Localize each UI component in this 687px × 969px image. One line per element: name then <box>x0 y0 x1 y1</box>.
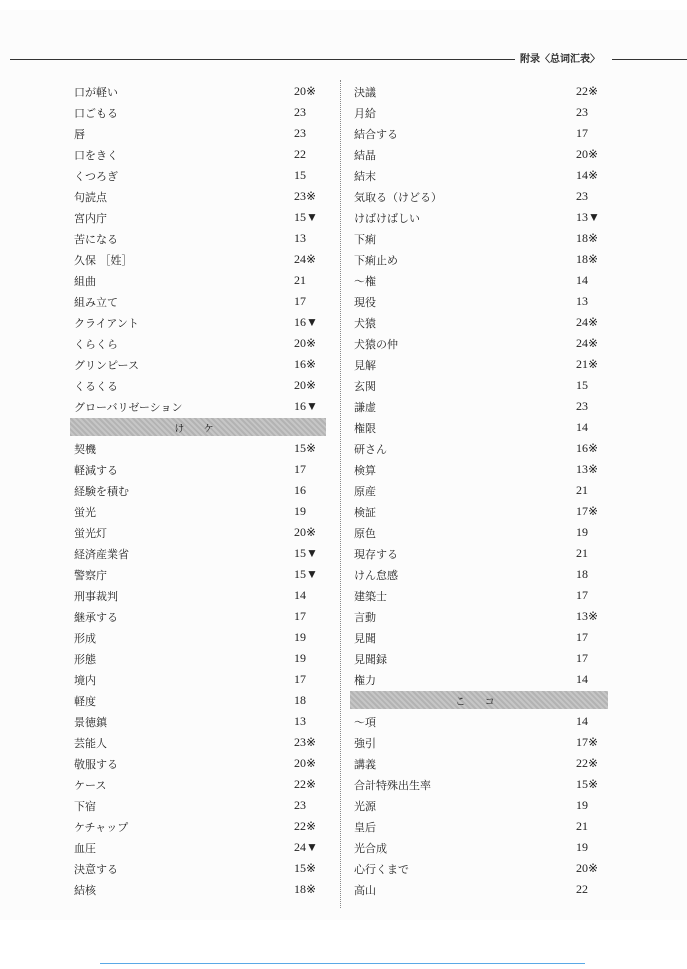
entry-page: 20※ <box>294 84 317 98</box>
entry-page: 17※ <box>576 504 599 518</box>
entry-term: 気取る（けどる） <box>354 190 442 204</box>
entry-term: 組曲 <box>74 274 96 288</box>
left-column <box>74 81 326 900</box>
index-entry <box>74 606 326 627</box>
entry-term: 犬猿 <box>354 316 376 330</box>
index-entry <box>74 375 326 396</box>
entry-term: 蛍光 <box>74 505 96 519</box>
index-entry <box>74 669 326 690</box>
entry-page: 13※ <box>576 609 599 623</box>
entry-page: 14 <box>294 588 306 602</box>
entry-page: 19 <box>576 840 588 854</box>
index-entry <box>74 270 326 291</box>
entry-term: 結末 <box>354 169 376 183</box>
entry-page: 24※ <box>576 336 599 350</box>
entry-term: 見解 <box>354 358 376 372</box>
index-entry <box>354 501 608 522</box>
entry-page: 14 <box>576 714 588 728</box>
entry-term: 経済産業省 <box>74 547 129 561</box>
index-entry <box>354 648 608 669</box>
index-entry <box>74 123 326 144</box>
index-entry <box>354 837 608 858</box>
index-entry <box>354 165 608 186</box>
entry-term: けばけばしい <box>354 211 420 225</box>
index-entry <box>74 522 326 543</box>
entry-term: 下宿 <box>74 799 96 813</box>
entry-term: 結晶 <box>354 148 376 162</box>
index-entry <box>74 858 326 879</box>
entry-page: 19 <box>576 798 588 812</box>
entry-page: 22※ <box>576 756 599 770</box>
entry-page: 17※ <box>576 735 599 749</box>
entry-page: 16 <box>294 483 306 497</box>
index-entry <box>354 144 608 165</box>
entry-term: 現役 <box>354 295 376 309</box>
index-entry <box>74 711 326 732</box>
entry-page: 19 <box>294 630 306 644</box>
entry-page: 15 <box>294 168 306 182</box>
entry-term: 犬猿の仲 <box>354 337 398 351</box>
entry-page: 18※ <box>576 231 599 245</box>
index-entry <box>354 375 608 396</box>
entry-page: 23 <box>576 105 588 119</box>
entry-term: 下痢 <box>354 232 376 246</box>
entry-page: 13※ <box>576 462 599 476</box>
index-entry <box>354 732 608 753</box>
entry-term: 苦になる <box>74 232 118 246</box>
entry-term: 継承する <box>74 610 118 624</box>
entry-page: 13 <box>576 294 588 308</box>
entry-page: 13 <box>294 231 306 245</box>
entry-page: 17 <box>294 672 306 686</box>
entry-term: 皇后 <box>354 820 376 834</box>
entry-term: 形態 <box>74 652 96 666</box>
entry-page: 17 <box>576 126 588 140</box>
entry-term: 敬服する <box>74 757 118 771</box>
footer-line <box>100 963 585 964</box>
entry-term: 見聞録 <box>354 652 387 666</box>
entry-term: くらくら <box>74 337 118 351</box>
entry-page: 14 <box>576 420 588 434</box>
index-entry <box>354 564 608 585</box>
entry-page: 23 <box>294 126 306 140</box>
entry-term: 光源 <box>354 799 376 813</box>
entry-term: 口をきく <box>74 148 118 162</box>
index-entry <box>74 879 326 900</box>
entry-page: 24※ <box>576 315 599 329</box>
entry-page: 14 <box>576 672 588 686</box>
entry-term: 権限 <box>354 421 376 435</box>
entry-page: 21※ <box>576 357 599 371</box>
index-entry <box>354 249 608 270</box>
entry-term: 軽度 <box>74 694 96 708</box>
index-entry <box>74 627 326 648</box>
entry-page: 16▼ <box>294 315 318 329</box>
index-entry <box>354 816 608 837</box>
index-entry <box>354 480 608 501</box>
entry-page: 20※ <box>576 147 599 161</box>
index-entry <box>354 270 608 291</box>
index-entry <box>354 753 608 774</box>
entry-term: 口が軽い <box>74 85 118 99</box>
entry-term: 検算 <box>354 463 376 477</box>
index-entry <box>354 102 608 123</box>
entry-term: 現存する <box>354 547 398 561</box>
document-page <box>0 10 687 920</box>
index-entry <box>74 753 326 774</box>
entry-term: 講義 <box>354 757 376 771</box>
entry-term: 決意する <box>74 862 118 876</box>
index-entry <box>354 228 608 249</box>
entry-page: 15 <box>576 378 588 392</box>
entry-term: 見聞 <box>354 631 376 645</box>
entry-term: ケース <box>74 778 107 792</box>
index-entry <box>74 816 326 837</box>
entry-page: 22※ <box>294 819 317 833</box>
index-entry <box>74 501 326 522</box>
entry-term: 蛍光灯 <box>74 526 107 540</box>
entry-page: 21 <box>294 273 306 287</box>
index-entry <box>354 417 608 438</box>
entry-page: 17 <box>576 588 588 602</box>
index-entry <box>354 438 608 459</box>
entry-term: 口ごもる <box>74 106 118 120</box>
entry-term: くるくる <box>74 379 118 393</box>
entry-page: 22※ <box>294 777 317 791</box>
entry-page: 17 <box>294 462 306 476</box>
entry-page: 16※ <box>294 357 317 371</box>
index-entry <box>74 648 326 669</box>
entry-term: 強引 <box>354 736 376 750</box>
entry-page: 24▼ <box>294 840 318 854</box>
index-entry <box>74 690 326 711</box>
entry-page: 18 <box>294 693 306 707</box>
entry-term: クライアント <box>74 316 139 330</box>
entry-term: 月給 <box>354 106 376 120</box>
section-heading: け ケ <box>70 418 326 436</box>
index-entry <box>354 123 608 144</box>
entry-page: 19 <box>294 504 306 518</box>
entry-page: 21 <box>576 483 588 497</box>
entry-page: 20※ <box>576 861 599 875</box>
entry-page: 23 <box>294 798 306 812</box>
entry-term: 合計特殊出生率 <box>354 778 431 792</box>
entry-page: 23 <box>576 189 588 203</box>
index-entry <box>74 480 326 501</box>
entry-term: 玄関 <box>354 379 376 393</box>
index-entry <box>354 354 608 375</box>
entry-term: 経験を積む <box>74 484 129 498</box>
entry-page: 18※ <box>576 252 599 266</box>
entry-page: 14※ <box>576 168 599 182</box>
entry-term: 下痢止め <box>354 253 398 267</box>
index-entry <box>354 879 608 900</box>
entry-page: 23※ <box>294 735 317 749</box>
entry-term: 建築士 <box>354 589 387 603</box>
index-entry <box>74 81 326 102</box>
entry-term: 軽減する <box>74 463 118 477</box>
index-entry <box>354 291 608 312</box>
entry-page: 15※ <box>576 777 599 791</box>
entry-term: 光合成 <box>354 841 387 855</box>
entry-page: 18 <box>576 567 588 581</box>
entry-page: 15▼ <box>294 567 318 581</box>
entry-page: 21 <box>576 546 588 560</box>
entry-term: 結合する <box>354 127 398 141</box>
index-entry <box>354 186 608 207</box>
entry-page: 22※ <box>576 84 599 98</box>
entry-page: 20※ <box>294 378 317 392</box>
entry-page: 22 <box>294 147 306 161</box>
index-entry <box>354 543 608 564</box>
right-column <box>354 81 608 900</box>
index-entry <box>354 81 608 102</box>
index-entry <box>354 312 608 333</box>
index-entry <box>74 795 326 816</box>
entry-page: 15▼ <box>294 210 318 224</box>
index-entry <box>354 606 608 627</box>
entry-page: 23 <box>576 399 588 413</box>
entry-term: 境内 <box>74 673 96 687</box>
entry-page: 21 <box>576 819 588 833</box>
section-heading: こ コ <box>350 691 608 709</box>
entry-page: 15※ <box>294 861 317 875</box>
entry-term: 句読点 <box>74 190 107 204</box>
index-entry <box>74 312 326 333</box>
entry-page: 17 <box>576 630 588 644</box>
running-header: 附录〈总词汇表〉 <box>520 54 600 65</box>
entry-term: グローバリゼーション <box>74 400 183 414</box>
entry-term: 高山 <box>354 883 376 897</box>
index-entry <box>354 333 608 354</box>
header-rule-right <box>612 59 687 60</box>
entry-term: 血圧 <box>74 841 96 855</box>
entry-page: 15※ <box>294 441 317 455</box>
entry-page: 13 <box>294 714 306 728</box>
entry-term: 結核 <box>74 883 96 897</box>
index-entry <box>354 585 608 606</box>
entry-term: 警察庁 <box>74 568 107 582</box>
index-entry <box>74 186 326 207</box>
index-entry <box>74 165 326 186</box>
entry-term: 唇 <box>74 127 85 141</box>
entry-term: 組み立て <box>74 295 118 309</box>
entry-term: 形成 <box>74 631 96 645</box>
index-entry <box>74 228 326 249</box>
entry-term: グリンピース <box>74 358 140 372</box>
index-entry <box>74 291 326 312</box>
entry-term: 契機 <box>74 442 96 456</box>
entry-term: くつろぎ <box>74 169 118 183</box>
index-entry <box>354 858 608 879</box>
index-entry <box>74 732 326 753</box>
entry-term: 権力 <box>354 673 376 687</box>
entry-page: 20※ <box>294 756 317 770</box>
entry-page: 23 <box>294 105 306 119</box>
entry-term: 謙虚 <box>354 400 376 414</box>
entry-page: 17 <box>576 651 588 665</box>
entry-term: ケチャップ <box>74 820 129 834</box>
index-entry <box>74 102 326 123</box>
header-rule-left <box>10 59 515 60</box>
entry-term: 刑事裁判 <box>74 589 118 603</box>
entry-page: 17 <box>294 294 306 308</box>
entry-page: 20※ <box>294 525 317 539</box>
index-entry <box>354 774 608 795</box>
entry-page: 14 <box>576 273 588 287</box>
entry-term: 芸能人 <box>74 736 107 750</box>
entry-term: 久保 ［姓］ <box>74 253 133 267</box>
index-entry <box>74 459 326 480</box>
entry-term: ～権 <box>354 274 376 288</box>
index-entry <box>74 438 326 459</box>
index-entry <box>74 207 326 228</box>
index-entry <box>354 669 608 690</box>
index-entry <box>74 396 326 417</box>
index-entry <box>74 144 326 165</box>
entry-term: 研さん <box>354 442 387 456</box>
index-entry <box>354 522 608 543</box>
entry-page: 16※ <box>576 441 599 455</box>
index-entry <box>74 354 326 375</box>
entry-page: 18※ <box>294 882 317 896</box>
entry-term: 心行くまで <box>354 862 409 876</box>
entry-term: けん怠感 <box>354 568 398 582</box>
entry-page: 19 <box>576 525 588 539</box>
entry-term: 決議 <box>354 85 376 99</box>
index-entry <box>74 543 326 564</box>
entry-page: 20※ <box>294 336 317 350</box>
entry-page: 19 <box>294 651 306 665</box>
entry-page: 22 <box>576 882 588 896</box>
entry-term: 言動 <box>354 610 376 624</box>
entry-term: 原産 <box>354 484 376 498</box>
index-entry <box>354 207 608 228</box>
index-entry <box>74 249 326 270</box>
index-entry <box>74 564 326 585</box>
entry-term: 宮内庁 <box>74 211 107 225</box>
index-entry <box>74 837 326 858</box>
index-entry <box>74 585 326 606</box>
index-entry <box>354 795 608 816</box>
entry-page: 16▼ <box>294 399 318 413</box>
index-entry <box>74 333 326 354</box>
entry-page: 15▼ <box>294 546 318 560</box>
index-entry <box>354 396 608 417</box>
entry-page: 24※ <box>294 252 317 266</box>
index-entry <box>74 774 326 795</box>
entry-term: 検証 <box>354 505 376 519</box>
entry-term: 原色 <box>354 526 376 540</box>
entry-page: 13▼ <box>576 210 600 224</box>
entry-page: 23※ <box>294 189 317 203</box>
entry-term: ～項 <box>354 715 376 729</box>
entry-term: 景徳鎮 <box>74 715 107 729</box>
index-entry <box>354 711 608 732</box>
column-divider <box>340 80 341 908</box>
index-entry <box>354 627 608 648</box>
entry-page: 17 <box>294 609 306 623</box>
index-entry <box>354 459 608 480</box>
